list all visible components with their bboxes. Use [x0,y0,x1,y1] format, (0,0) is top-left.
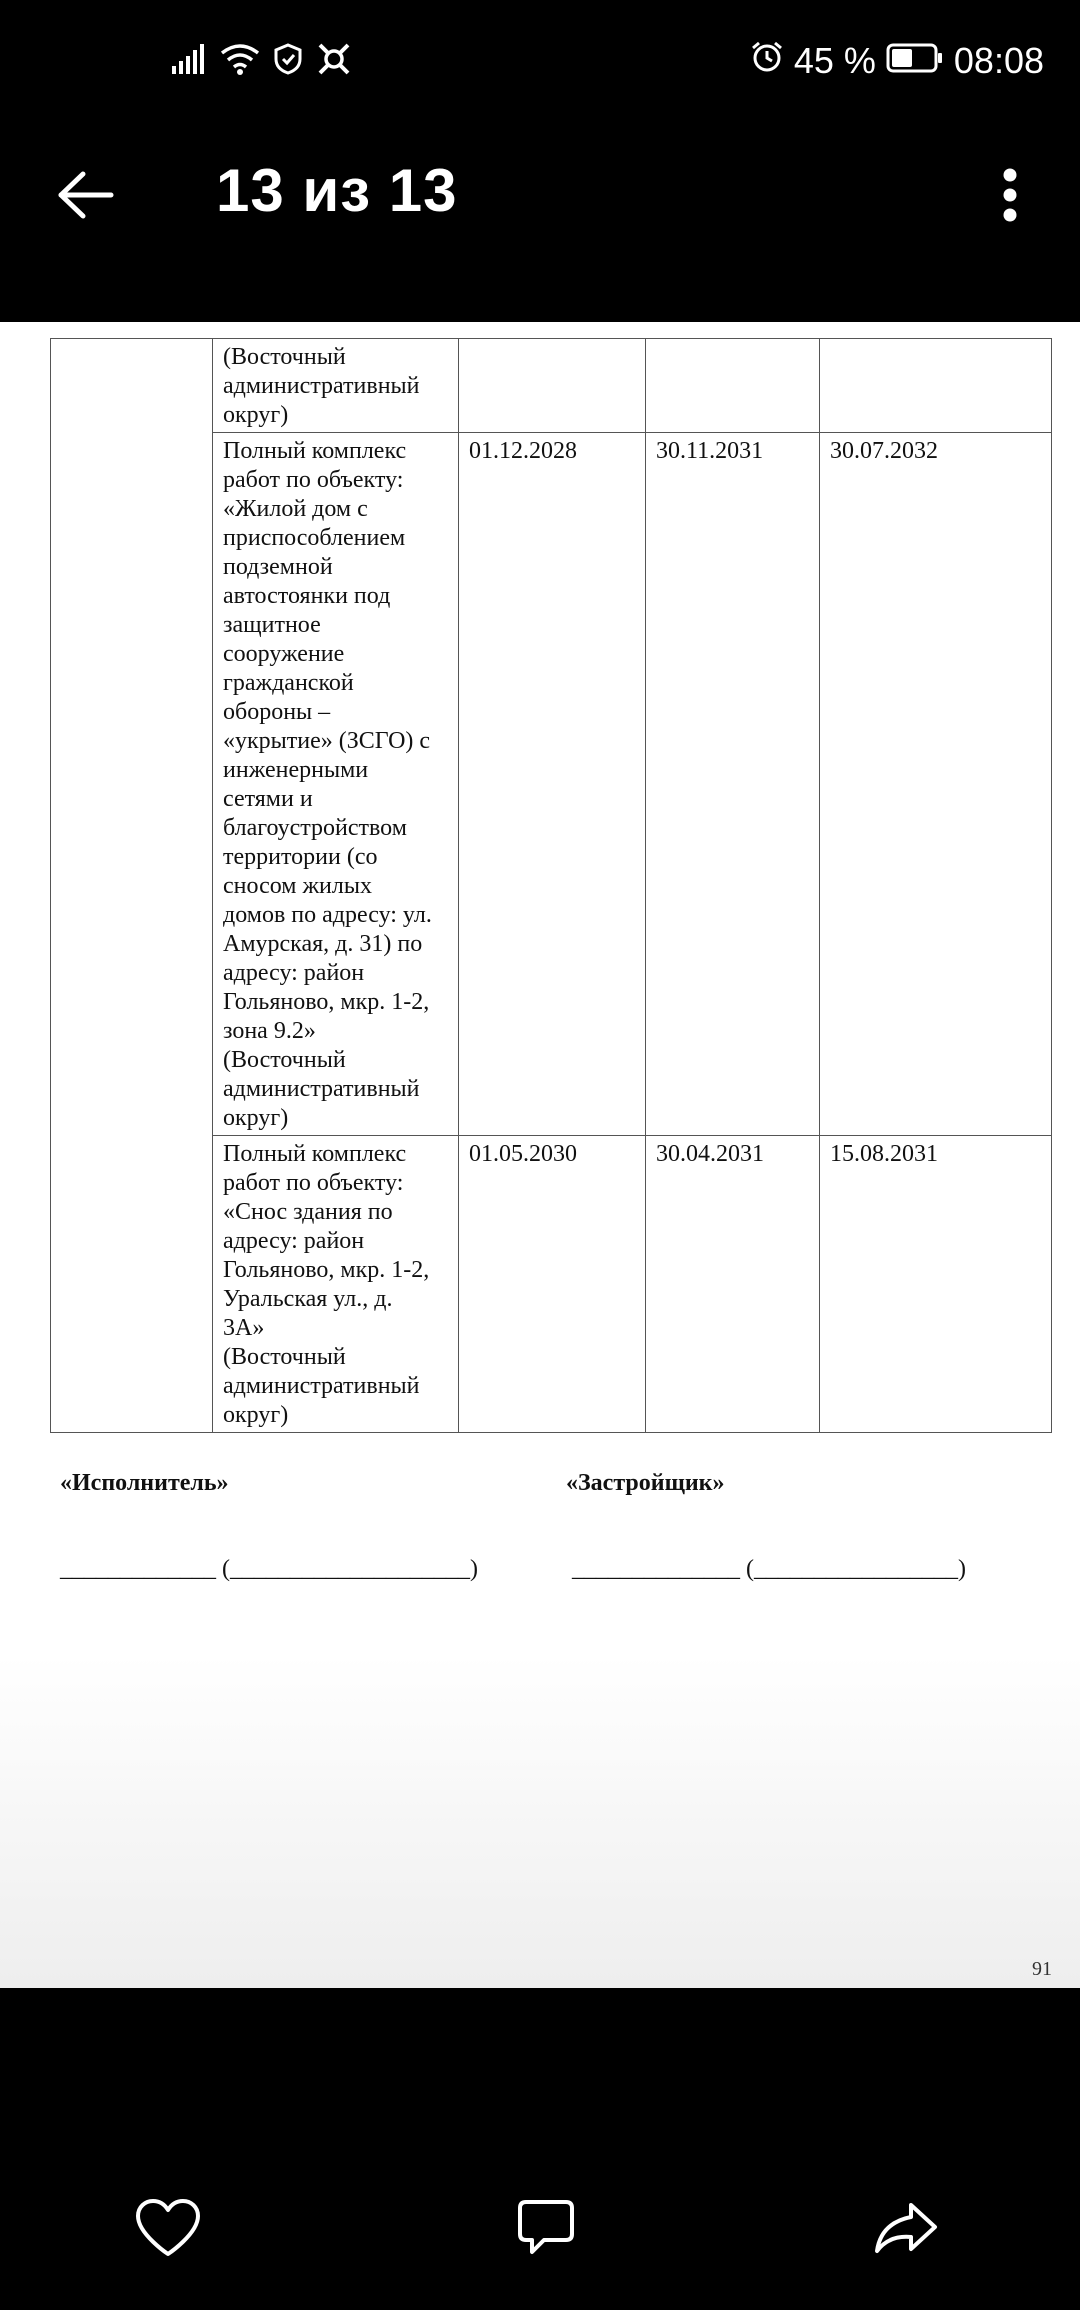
table-cell-end-date [646,339,820,433]
description-line: Уральская ул., д. [223,1286,393,1312]
description-line: подземной [223,554,333,580]
app-header [0,120,1080,322]
description-line: сносом жилых [223,873,373,899]
description-line: домов по адресу: ул. [223,902,432,928]
developer-label: «Застройщик» [566,1470,725,1496]
table-cell-description [213,433,459,1136]
battery-icon [886,40,944,82]
description-line: Амурская, д. 31) по [223,931,423,957]
description-line: благоустройством [223,815,407,841]
developer-signature-line: ______________ (_________________) [572,1556,966,1582]
more-vertical-icon [1002,167,1018,223]
shield-icon [274,43,302,80]
description-line: (Восточный [223,1047,346,1073]
table-cell-description [213,339,459,433]
alarm-icon [750,40,784,83]
description-line: «Снос здания по [223,1199,393,1225]
table-cell-empty [51,339,213,1433]
table-cell-end-date: 30.11.2031 [646,433,820,1136]
table-cell-start-date: 01.12.2028 [459,433,646,1136]
table-cell-start-date [459,339,646,433]
description-line: адресу: район [223,960,365,986]
description-line: работ по объекту: [223,467,404,493]
description-line: административный [223,1373,420,1399]
description-line: административный [223,1076,420,1102]
table-cell-final-date [820,339,1052,433]
comment-button[interactable] [506,2188,586,2268]
description-line: (Восточный [223,1344,346,1370]
app-notification-icon [316,42,352,81]
description-line: защитное [223,612,321,638]
description-line: «Жилой дом с [223,496,368,522]
description-line: «укрытие» (ЗСГО) с [223,728,431,754]
executor-label: «Исполнитель» [60,1470,229,1496]
description-line: автостоянки под [223,583,391,609]
page-number: 91 [1032,1958,1052,1980]
description-line: сетями и [223,786,313,812]
comment-icon [516,2198,576,2258]
table-row [51,339,1052,433]
like-button[interactable] [128,2188,208,2268]
description-line: 3А» [223,1315,265,1341]
description-line: территории (со [223,844,378,870]
share-icon [873,2201,939,2255]
description-line: округ) [223,1105,289,1131]
back-button[interactable] [40,150,130,240]
description-line: Гольяново, мкр. 1-2, [223,989,430,1015]
table-cell-final-date: 30.07.2032 [820,433,1052,1136]
description-line: (Восточный [223,344,346,370]
heart-icon [134,2198,202,2258]
bottom-action-bar [0,1988,1080,2310]
description-line: работ по объекту: [223,1170,404,1196]
schedule-table [50,338,1052,1433]
description-line: округ) [223,1402,289,1428]
status-bar [0,0,1080,120]
table-cell-description [213,1136,459,1433]
status-icons-right [750,36,1044,86]
executor-signature-line: _____________ (____________________) [60,1556,478,1582]
description-line: обороны – [223,699,331,725]
description-line: Гольяново, мкр. 1-2, [223,1257,430,1283]
description-line: административный [223,373,420,399]
document-page[interactable] [0,322,1080,1988]
more-options-button[interactable] [980,150,1040,240]
description-line: приспособлением [223,525,406,551]
share-button[interactable] [866,2188,946,2268]
arrow-left-icon [55,170,115,220]
description-line: адресу: район [223,1228,365,1254]
description-line: округ) [223,402,289,428]
description-line: гражданской [223,670,354,696]
table-cell-end-date: 30.04.2031 [646,1136,820,1433]
table-cell-start-date: 01.05.2030 [459,1136,646,1433]
description-line: зона 9.2» [223,1018,316,1044]
page-title: 13 из 13 [216,157,458,224]
description-line: Полный комплекс [223,438,407,464]
table-cell-final-date: 15.08.2031 [820,1136,1052,1433]
signal-icon [172,44,206,79]
description-line: сооружение [223,641,345,667]
wifi-icon [220,43,260,80]
battery-percent: 45 % [793,40,876,81]
description-line: Полный комплекс [223,1141,407,1167]
description-line: инженерными [223,757,369,783]
clock-time: 08:08 [953,40,1044,81]
status-icons-left [172,36,352,86]
